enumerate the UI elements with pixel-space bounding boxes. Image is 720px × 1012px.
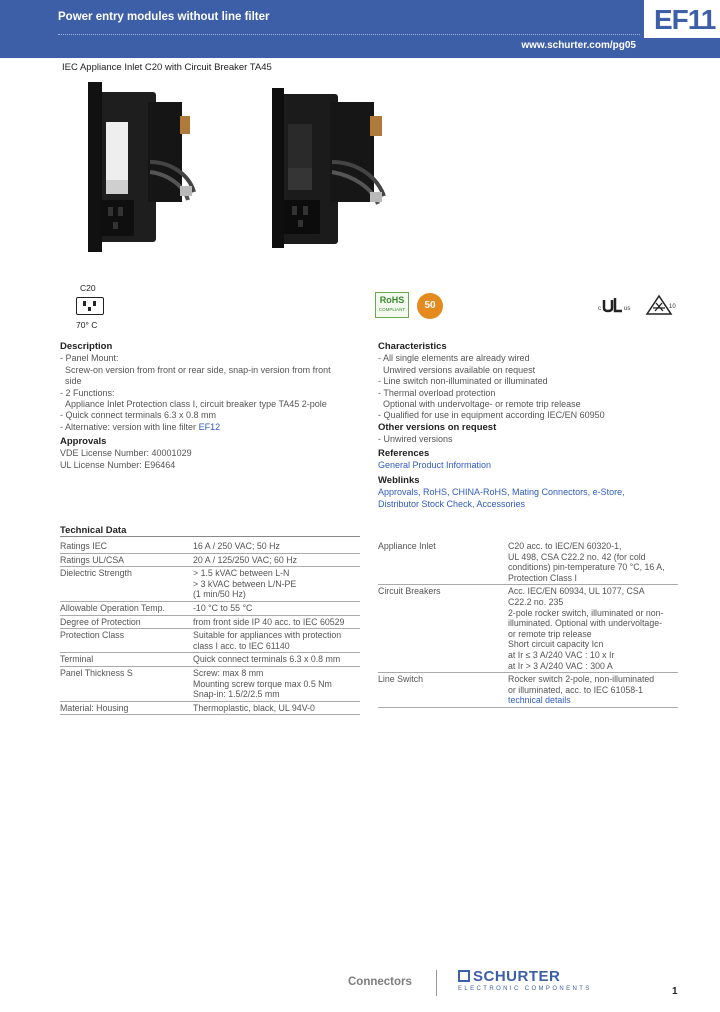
china-rohs-50-icon <box>417 293 443 319</box>
svg-text:c: c <box>598 306 601 312</box>
spec-row <box>60 567 360 602</box>
footer-divider <box>436 970 437 996</box>
spec-value-text: Suitable for appliances with protection class I acc. to IEC 61140 <box>193 630 342 651</box>
spec-label: Appliance Inlet <box>378 540 508 585</box>
technical-data-title: Technical Data <box>60 525 127 536</box>
spec-row <box>60 653 360 667</box>
spec-value-text: C20 acc. to IEC/EN 60320-1, UL 498, CSA C22.2 no. 42 (for cold conditions) pin-temperature 70 °C, 16 A, Protection Class I <box>508 541 665 583</box>
spec-row <box>378 673 678 708</box>
product-photo-front <box>88 82 198 252</box>
approvals-heading: Approvals <box>60 436 107 447</box>
approvals-text: VDE License Number: 40001029 UL License Number: E96464 <box>60 448 192 470</box>
weblinks-line-1[interactable]: Approvals, RoHS, CHINA-RoHS, Mating Connectors, e-Store, <box>378 487 625 498</box>
weblinks-section <box>378 475 678 510</box>
socket-temperature: 70° C <box>76 320 98 330</box>
technical-details-link[interactable]: technical details <box>508 695 571 706</box>
characteristics-text: - All single elements are already wired Unwired versions available on request - Line switch non-illuminated or illuminated - Thermal overload protection Optional with undervoltage- or remote trip release - Qualified for use in equipment according IEC/EN 60950 <box>378 353 605 421</box>
spec-label: Circuit Breakers <box>378 585 508 673</box>
product-subtitle: IEC Appliance Inlet C20 with Circuit Breaker TA45 <box>62 62 272 73</box>
spec-label: Panel Thickness S <box>60 666 193 701</box>
spec-value-text: Quick connect terminals 6.3 x 0.8 mm <box>193 654 341 665</box>
spec-value <box>193 540 360 553</box>
spec-value-text: Thermoplastic, black, UL 94V-0 <box>193 702 315 713</box>
other-versions-text: - Unwired versions <box>378 434 453 445</box>
spec-label: Dielectric Strength <box>60 567 193 602</box>
description-heading: Description <box>60 341 113 352</box>
page-number: 1 <box>672 986 678 997</box>
rohs-badge <box>375 292 409 318</box>
spec-value <box>193 601 360 615</box>
spec-row <box>378 585 678 673</box>
rohs-badge-sub: COMPLIANT <box>378 307 406 312</box>
spec-value-text: Acc. IEC/EN 60934, UL 1077, CSA C22.2 no. 235 2-pole rocker switch, illuminated or non- illuminated. Optional with undervoltage- or remote trip release Short circuit capacity Icn at Ir ≤ 3 A/240 VAC : 10 x Ir at Ir > 3 A/240 VAC : 300 A <box>508 586 664 671</box>
socket-symbol-label: C20 <box>80 283 96 293</box>
svg-text:us: us <box>624 306 631 312</box>
spec-label: Terminal <box>60 653 193 667</box>
spec-row <box>60 615 360 629</box>
spec-value <box>193 615 360 629</box>
technical-data-table-left <box>60 540 360 715</box>
spec-value <box>193 629 360 653</box>
ul-recognized-icon <box>598 296 638 314</box>
rohs-badge-text: RoHS <box>379 295 405 305</box>
references-heading: References <box>378 448 430 459</box>
product-code: EF11 <box>654 4 716 35</box>
general-product-info-link[interactable]: General Product Information <box>378 460 492 471</box>
spec-value <box>193 666 360 701</box>
spec-label: Ratings IEC <box>60 540 193 553</box>
spec-value-text: > 1.5 kVAC between L-N > 3 kVAC between L/N-PE (1 min/50 Hz) <box>193 568 297 600</box>
spec-row <box>60 553 360 567</box>
spec-value-text: 20 A / 125/250 VAC; 60 Hz <box>193 554 298 565</box>
description-text: - Panel Mount: Screw-on version from front or rear side, snap-in version from front side - 2 Functions: Appliance Inlet Protection class I, circuit breaker type TA45 2-pole - Quick connect terminals 6.3 x 0.8 mm - Alternative: version with line filter <box>60 353 331 432</box>
spec-row <box>60 540 360 553</box>
spec-value <box>508 540 678 585</box>
spec-row <box>378 540 678 585</box>
spec-label: Degree of Protection <box>60 615 193 629</box>
spec-label: Line Switch <box>378 673 508 708</box>
header-title: Power entry modules without line filter <box>58 11 270 23</box>
characteristics-section <box>378 341 678 422</box>
spec-label: Ratings UL/CSA <box>60 553 193 567</box>
spec-row <box>60 629 360 653</box>
other-versions-section <box>378 422 678 446</box>
schurter-logo-mark <box>458 970 470 982</box>
header-url[interactable]: www.schurter.com/pg05 <box>521 40 636 51</box>
spec-value-text: -10 °C to 55 °C <box>193 602 253 613</box>
spec-value <box>508 673 678 708</box>
product-photo-angled <box>272 82 392 252</box>
spec-value-text: 16 A / 250 VAC; 50 Hz <box>193 541 280 551</box>
header-bar <box>0 0 720 58</box>
spec-label: Material: Housing <box>60 701 193 715</box>
description-section <box>60 341 360 433</box>
technical-data-table-right <box>378 540 678 708</box>
schurter-logo <box>458 968 592 992</box>
ef12-link[interactable]: EF12 <box>198 421 221 432</box>
spec-row <box>60 666 360 701</box>
weblinks-line-2[interactable]: Distributor Stock Check, Accessories <box>378 498 526 509</box>
spec-value <box>193 553 360 567</box>
approvals-section <box>60 436 360 471</box>
technical-data-rule <box>60 536 360 537</box>
spec-value <box>193 701 360 715</box>
spec-value <box>193 567 360 602</box>
weblinks-heading: Weblinks <box>378 475 420 486</box>
references-section <box>378 448 678 472</box>
header-divider <box>58 34 640 35</box>
characteristics-heading: Characteristics <box>378 341 447 352</box>
spec-value-text: Rocker switch 2-pole, non-illuminated or illuminated, acc. to IEC 61058-1 <box>508 674 655 695</box>
spec-value <box>508 585 678 673</box>
spec-value-text: Screw: max 8 mm Mounting screw torque max 0.5 Nm Snap-in: 1.5/2/2.5 mm <box>193 667 332 700</box>
china-rohs-50-text: 50 <box>424 300 436 311</box>
brand-tagline: ELECTRONIC COMPONENTS <box>458 986 592 992</box>
spec-label: Allowable Operation Temp. <box>60 601 193 615</box>
brand-name: SCHURTER <box>473 968 561 985</box>
spec-row <box>60 701 360 715</box>
spec-row <box>60 601 360 615</box>
spec-value-text: from front side IP 40 acc. to IEC 60529 <box>193 616 345 627</box>
c20-socket-icon <box>76 297 104 315</box>
ccc-approval-number: 10 <box>669 304 676 310</box>
spec-label: Protection Class <box>60 629 193 653</box>
ccc-approval-icon <box>645 294 679 318</box>
footer-category: Connectors <box>348 976 412 988</box>
spec-value <box>193 653 360 667</box>
other-versions-heading: Other versions on request <box>378 422 497 433</box>
